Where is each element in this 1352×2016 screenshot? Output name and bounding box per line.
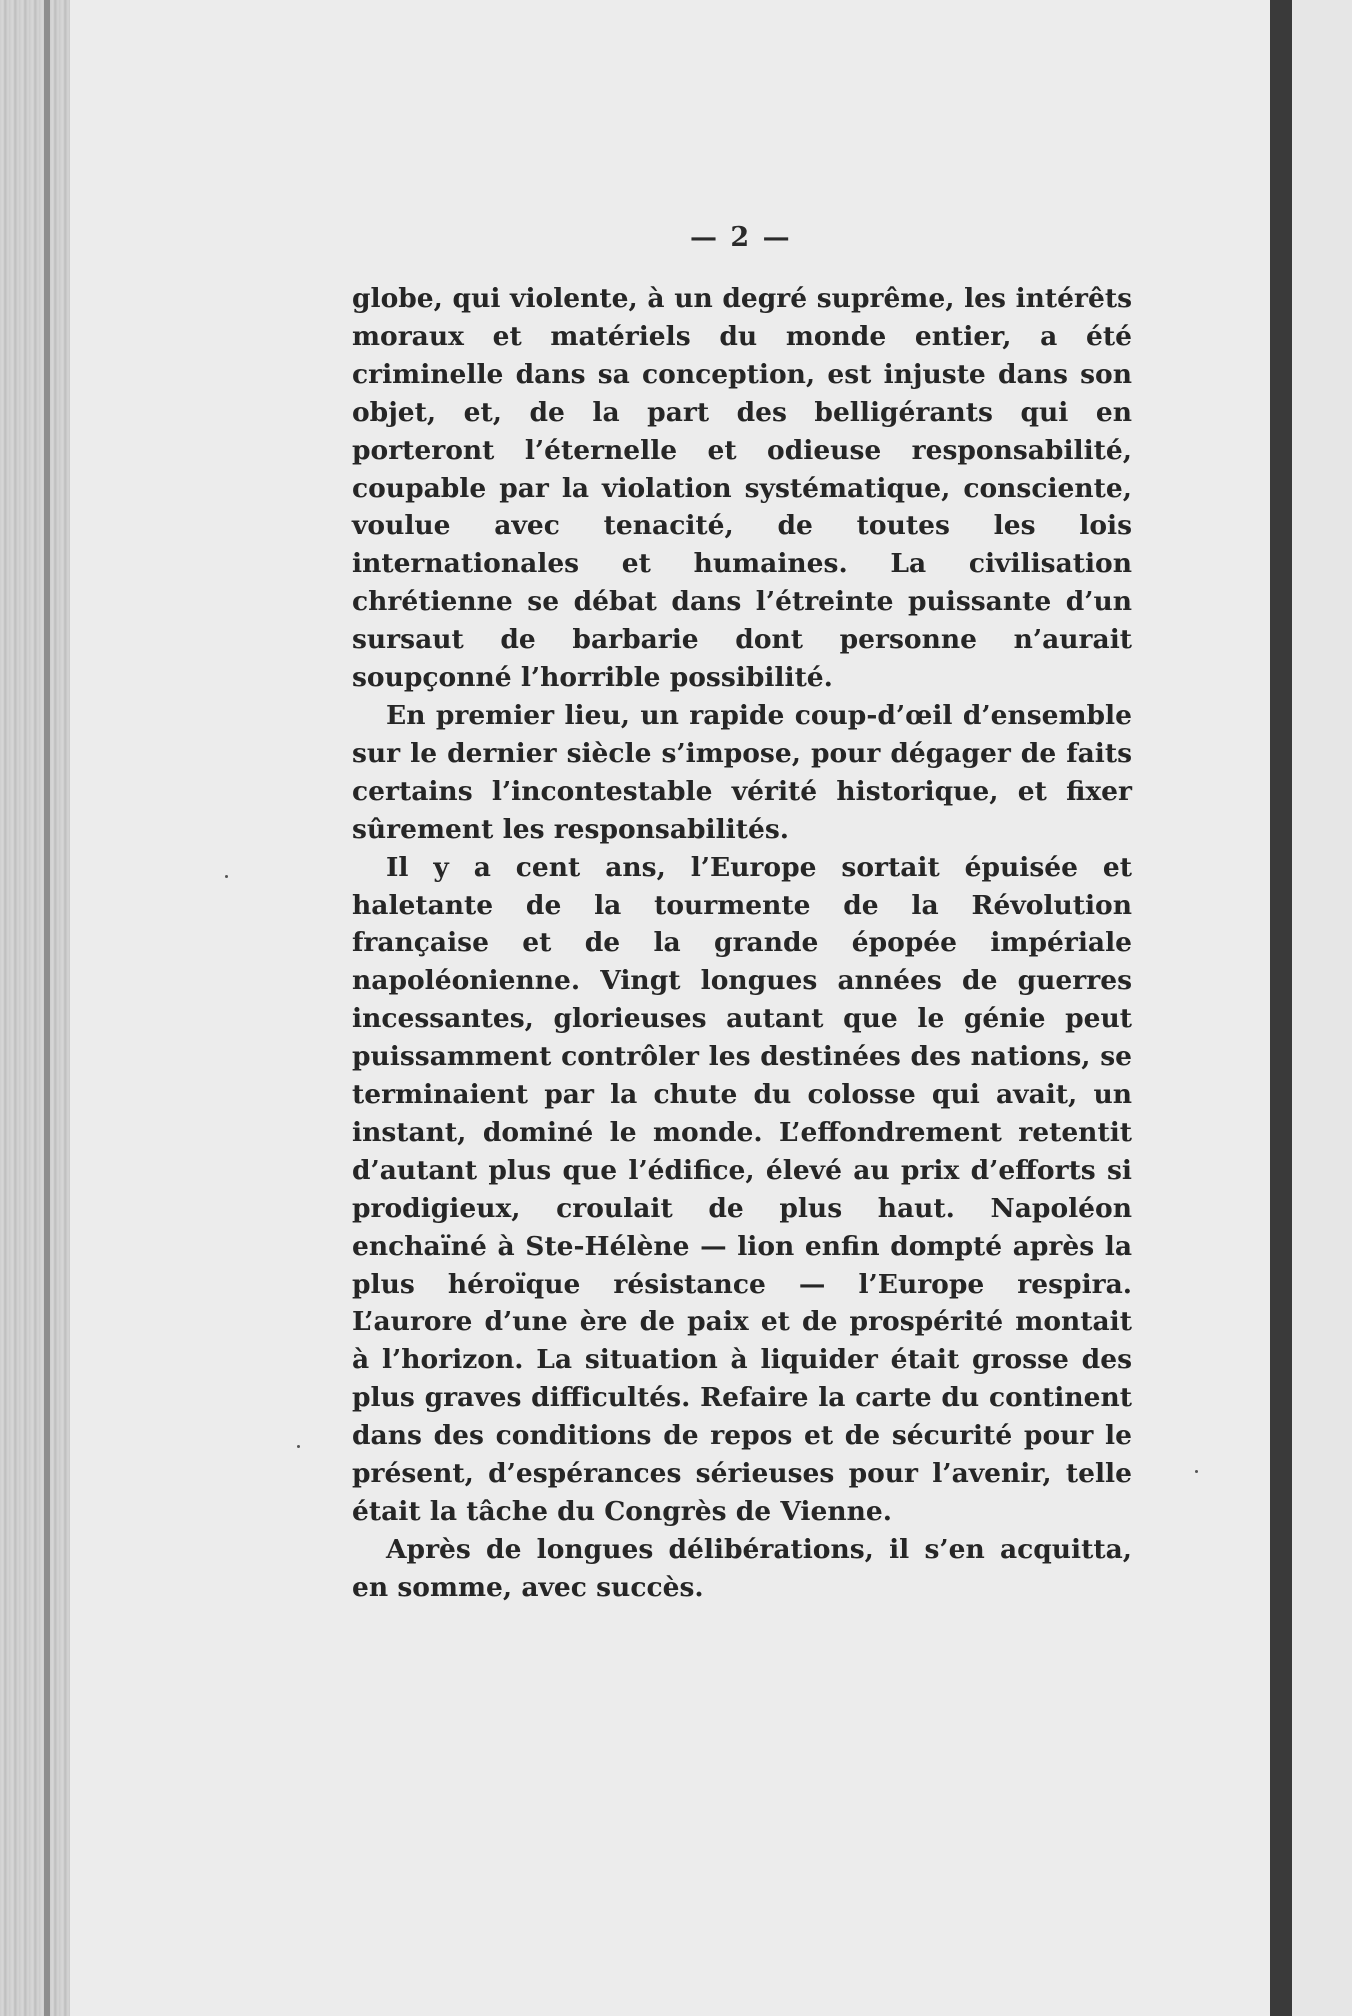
paragraph-1: globe, qui violente, à un degré suprême, les intérêts moraux et matériels du monde entier, a été criminelle dans sa conception, est injuste dans son objet, et, de la part des belligérants qui en porteront l’éternelle et odieuse responsabilité, coupable par la violation systématique, consciente, voulue avec tenacité, de toutes les lois internationales et humaines. La civilisation chrétienne se débat dans l’étreinte puissante d’un sursaut de barbarie dont personne n’aurait soupçonné l’horrible possibilité.: [352, 283, 1132, 694]
page-edge-right: [1270, 0, 1292, 2016]
binding-shadow: [44, 0, 50, 2016]
page-number: — 2 —: [690, 222, 792, 253]
body-text: [352, 280, 1132, 1607]
scan-margin-right: [1292, 0, 1352, 2016]
page-edges-left: [0, 0, 70, 2016]
scan-speck: [297, 1445, 300, 1448]
scan-speck: [225, 875, 228, 878]
paragraph-2: En premier lieu, un rapide coup-d’œil d’ensemble sur le dernier siècle s’impose, pour dégager de faits certains l’incontestable vérité historique, et fixer sûrement les responsabilités.: [352, 699, 1132, 845]
paragraph-3: Il y a cent ans, l’Europe sortait épuisée et haletante de la tourmente de la Révolution française et de la grande épopée impériale napoléonienne. Vingt longues années de guerres incessantes, glorieuses autant que le génie peut puissamment contrôler les destinées des nations, se terminaient par la chute du colosse qui avait, un instant, dominé le monde. L’effondrement retentit d’autant plus que l’édifice, élevé au prix d’efforts si prodigieux, croulait de plus haut. Napoléon enchaïné à Ste-Hélène — lion enfin dompté après la plus héroïque résistance — l’Europe respira. L’aurore d’une ère de paix et de prospérité montait à l’horizon. La situation à liquider était grosse des plus graves difficultés. Refaire la carte du continent dans des conditions de repos et de sécurité pour le présent, d’espérances sérieuses pour l’avenir, telle était la tâche du Congrès de Vienne.: [352, 851, 1132, 1527]
scan-speck: [1195, 1470, 1198, 1473]
paragraph-4: Après de longues délibérations, il s’en acquitta, en somme, avec succès.: [352, 1533, 1132, 1603]
